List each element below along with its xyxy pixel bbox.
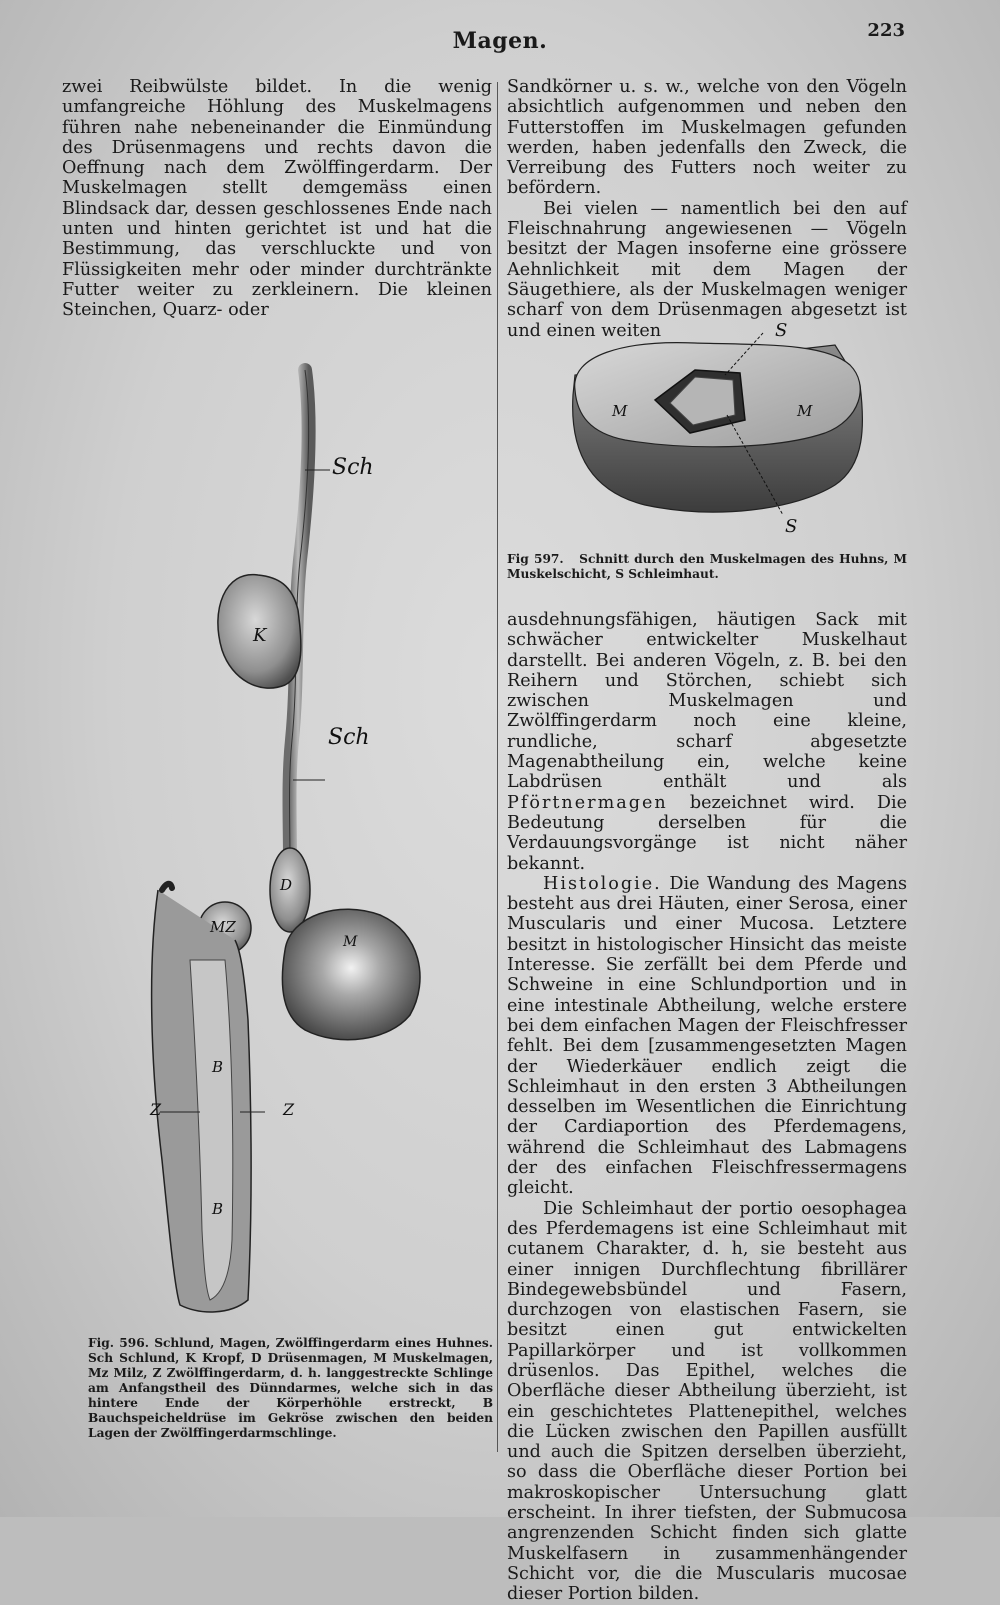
figure-597-caption-text: Schnitt durch den Muskelmagen des Huhns, M Muskelschicht, S Schleimhaut. bbox=[507, 552, 907, 581]
label-mz: MZ bbox=[210, 918, 236, 936]
label-s-top: S bbox=[775, 320, 788, 341]
figure-597-number: Fig 597. bbox=[507, 552, 564, 566]
label-sch-lower: Sch bbox=[328, 725, 370, 750]
heading-histologie: Histologie. bbox=[543, 873, 662, 894]
right-top-paragraph-1: Sandkörner u. s. w., welche von den Vögeln absichtlich aufgenommen und neben den Futterstoffen im Muskelmagen gefunden werden, haben jedenfalls den Zweck, die Verreibung des Futters noch weiter zu befördern. bbox=[507, 77, 907, 199]
right-column-top-text bbox=[507, 77, 907, 341]
paragraph-1-end: bezeichnet wird. Die Bedeutung derselben für die Verdauungsvorgänge ist nicht näher bekannt. bbox=[507, 792, 908, 874]
figure-597-illustration bbox=[565, 315, 915, 545]
label-m-right: M bbox=[797, 402, 813, 420]
figure-596-illustration bbox=[140, 360, 480, 1330]
label-m-left: M bbox=[612, 402, 628, 420]
paragraph-2-text: Die Wandung des Magens besteht aus drei Häuten, einer Serosa, einer Muscularis und einer Mucosa. Letztere besitzt in histologischer Hinsicht das meiste Interesse. Sie zerfällt bei dem Pferde und Schweine in eine Schlundportion und in eine intestinale Abtheilung, welche erstere bei dem einfachen Magen der Fleischfresser fehlt. Bei dem [zusammengesetzten Magen der Wiederkäuer endlich zeigt die Schleimhaut in den ersten 3 Abtheilungen desselben im Wesentlichen die Einrichtung der Cardiaportion des Pferdemagens, während die Schleimhaut des Labmagens der des einfachen Fleischfressermagens gleicht. bbox=[507, 873, 908, 1199]
label-z-left: Z bbox=[150, 1100, 162, 1119]
label-k: K bbox=[253, 625, 267, 646]
right-column-bottom-text bbox=[507, 610, 907, 1605]
right-top-paragraph-2: Bei vielen — namentlich bei den auf Fleischnahrung angewiesenen — Vögeln besitzt der Magen insoferne eine grössere Aehnlichkeit mit dem Magen der Säugethiere, als der Muskelmagen weniger scharf von dem Drüsenmagen abgesetzt ist und einen weiten bbox=[507, 198, 907, 341]
right-bottom-paragraph-3: Die Schleimhaut der portio oesophagea des Pferdemagens ist eine Schleimhaut mit cutanem Charakter, d. h, sie besteht aus einer innigen Durchflechtung fibrillärer Bindegewebsbündel und Fasern, durchzogen von elastischen Fasern, sie besitzt einen gut entwickelten Papillarkörper und ist vollkommen drüsenlos. Das Epithel, welches die Oberfläche dieser Abtheilung überzieht, ist ein geschichtetes Plattenepithel, welches die Lücken zwischen den Papillen ausfüllt und auch die Spitzen derselben überzieht, so dass die Oberfläche dieser Portion bei makroskopischer Untersuchung glatt erscheint. In ihrer tiefsten, der Submucosa angrenzenden Schicht finden sich glatte Muskelfasern in zusammenhängender Schicht vor, die die Muscularis mucosae dieser Portion bilden. bbox=[507, 1198, 907, 1605]
left-paragraph: zwei Reibwülste bildet. In die wenig umfangreiche Höhlung des Muskelmagens führen nahe nebeneinander die Einmündung des Drüsenmagens und rechts davon die Oeffnung nach dem Zwölffingerdarm. Der Muskelmagen stellt demgemäss einen Blindsack dar, dessen geschlossenes Ende nach unten und hinten gerichtet ist und hat die Bestimmung, das verschluckte und von Flüssigkeiten mehr oder minder durchtränkte Futter weiter zu zerkleinern. Die kleinen Steinchen, Quarz- oder bbox=[62, 77, 492, 321]
paragraph-1-text: ausdehnungsfähigen, häutigen Sack mit schwächer entwickelter Muskelhaut darstellt. Bei anderen Vögeln, z. B. bei den Reihern und Störchen, schiebt sich zwischen Muskelmagen und Zwölffingerdarm noch eine kleine, rundliche, scharf abgesetzte Magenabtheilung ein, welche keine Labdrüsen enthält und als bbox=[507, 610, 907, 793]
label-sch-upper: Sch bbox=[332, 455, 374, 480]
column-divider bbox=[497, 82, 498, 1452]
running-head: Magen. bbox=[452, 28, 548, 54]
left-column-text bbox=[62, 77, 492, 321]
figure-596-caption: Fig. 596. Schlund, Magen, Zwölffingerdarm eines Huhnes. Sch Schlund, K Kropf, D Drüsenmagen, M Muskelmagen, Mz Milz, Z Zwölffingerdarm, d. h. langgestreckte Schlinge am Anfangstheil des Dünndarmes, welche sich in das hintere Ende der Körperhöhle erstreckt, B Bauchspeicheldrüse im Gekröse zwischen den beiden Lagen der Zwölffingerdarmschlinge. bbox=[88, 1336, 493, 1440]
figure-597-caption bbox=[507, 552, 907, 582]
label-s-bottom: S bbox=[785, 516, 798, 537]
label-d: D bbox=[280, 876, 293, 894]
page-header bbox=[0, 20, 1000, 60]
label-z-right: Z bbox=[283, 1100, 295, 1119]
gizzard-shape bbox=[282, 909, 420, 1040]
right-bottom-paragraph-2 bbox=[507, 874, 907, 1199]
label-b-upper: B bbox=[212, 1058, 224, 1076]
term-pfoertnermagen: Pförtnermagen bbox=[507, 792, 668, 813]
label-m: M bbox=[343, 934, 358, 950]
label-b-lower: B bbox=[212, 1200, 224, 1218]
page-number: 223 bbox=[867, 20, 905, 41]
right-bottom-paragraph-1 bbox=[507, 610, 907, 874]
